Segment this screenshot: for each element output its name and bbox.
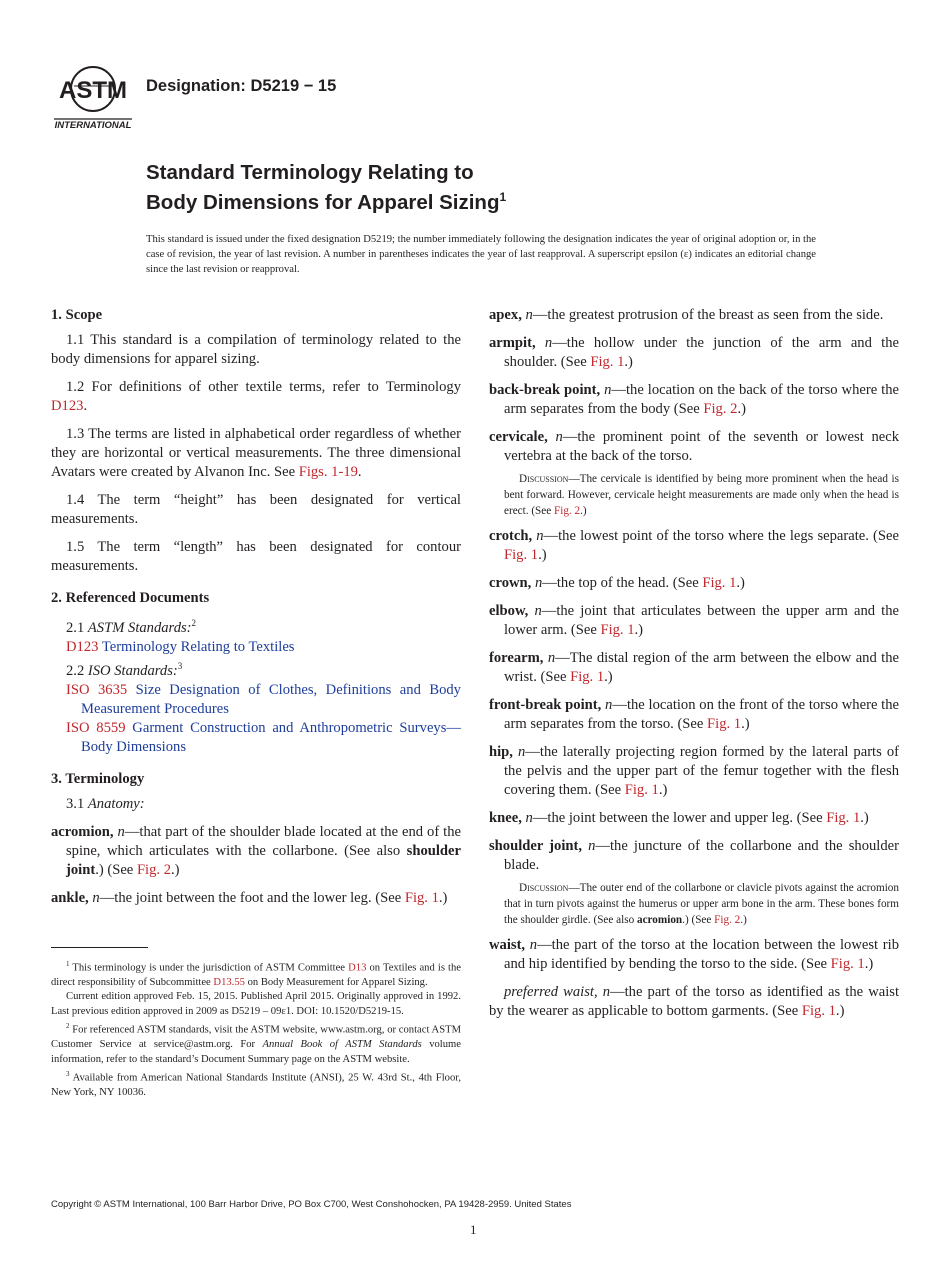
footnote-2: $^2$ For referenced ASTM standards, visit the ASTM website, www.astm.org, or contact ASTM Customer Service at service@astm.org. For Annual Book of ASTM Standards volume information, refer to the standard’s Document Summary page on the ASTM website. bbox=[51, 1022, 461, 1065]
document-title bbox=[146, 160, 506, 215]
astm-logo bbox=[52, 56, 134, 132]
d13-link[interactable]: D13 bbox=[348, 962, 367, 974]
scope-1-5: 1.5 The term “length” has been designated for contour measurements. bbox=[51, 539, 461, 574]
ref-iso3635-title[interactable]: Size Designation of Clothes, Definitions and Body Measurement Procedures bbox=[81, 681, 461, 717]
footnote-rule bbox=[51, 947, 148, 948]
knee-fig-link[interactable]: Fig. 1 bbox=[826, 810, 861, 826]
backbreak-fig-link[interactable]: Fig. 2 bbox=[703, 401, 738, 417]
copyright: Copyright © ASTM International, 100 Barr Harbor Drive, PO Box C700, West Conshohocken, PA 19428-2959. United States bbox=[51, 1199, 572, 1210]
ref-d123-code[interactable]: D123 bbox=[66, 638, 99, 655]
page-number: 1 bbox=[470, 1222, 477, 1237]
logo-subtext: INTERNATIONAL bbox=[54, 120, 132, 131]
title-line-1: Standard Terminology Relating to bbox=[146, 161, 474, 184]
term-preferred-waist: preferred waist, n—the part of the torso as identified as the waist by the wearer as applicable to bottom garments. (See Fig. 1.) bbox=[489, 984, 899, 1019]
scope-1-4: 1.4 The term “height” has been designated for vertical measurements. bbox=[51, 492, 461, 527]
waist-fig-link[interactable]: Fig. 1 bbox=[830, 956, 865, 972]
ref-d123 bbox=[66, 638, 461, 657]
refdocs-heading: 2. Referenced Documents bbox=[51, 590, 210, 606]
acromion-fig-link[interactable]: Fig. 2 bbox=[136, 861, 171, 878]
term-front-break-point: front-break point, n—the location on the front of the torso where the arm separates from the torso. (See Fig. 1.) bbox=[489, 697, 900, 732]
hip-fig-link[interactable]: Fig. 1 bbox=[624, 782, 659, 798]
elbow-fig-link[interactable]: Fig. 1 bbox=[600, 622, 635, 638]
term-acromion: acromion, n—that part of the shoulder blade located at the end of the spine, which articulates with the collarbone. (See also shoulder joint.) (See Fig. 2.) bbox=[51, 823, 461, 878]
term-crotch: crotch, n—the lowest point of the torso where the legs separate. (See Fig. 1.) bbox=[489, 528, 899, 563]
forearm-fig-link[interactable]: Fig. 1 bbox=[570, 669, 605, 685]
crotch-fig-link[interactable]: Fig. 1 bbox=[504, 547, 539, 563]
term-crown: crown, n—the top of the head. (See Fig. 1.) bbox=[489, 575, 745, 591]
shoulder-joint-discussion: Discussion—The outer end of the collarbone or clavicle pivots against the acromion that in turn pivots against the humerus or upper arm bone in the arm. These bones form the shoulder girdle. (See also acromion.) (See Fig. 2.) bbox=[504, 882, 899, 926]
scope-1-2: 1.2 For definitions of other textile terms, refer to Terminology D123. bbox=[51, 379, 461, 414]
preferred-waist-fig-link[interactable]: Fig. 1 bbox=[801, 1003, 836, 1019]
ankle-fig-link[interactable]: Fig. 1 bbox=[404, 889, 439, 906]
term-elbow: elbow, n—the joint that articulates between the upper arm and the lower arm. (See Fig. 1.) bbox=[489, 603, 899, 638]
logo-text: ASTM bbox=[59, 77, 127, 104]
designation: Designation: D5219 − 15 bbox=[146, 77, 337, 95]
astm-standards-label: 2.1 ASTM Standards:$^2$ bbox=[66, 618, 197, 636]
iso-standards-label: 2.2 ISO Standards:$^3$ bbox=[66, 660, 183, 679]
term-waist: waist, n—the part of the torso at the location between the lowest rib and hip identified by bending the torso to the side. (See Fig. 1.) bbox=[489, 937, 899, 972]
cervicale-discussion: Discussion—The cervicale is identified by being more prominent when the head is bent forward. However, cervicale height measurements are made only when the head is erect. (See Fig. 2.) bbox=[504, 473, 899, 517]
term-armpit: armpit, n—the hollow under the junction of the arm and the shoulder. (See Fig. 1.) bbox=[489, 335, 899, 370]
term-shoulder-joint: shoulder joint, n—the juncture of the collarbone and the shoulder blade. bbox=[489, 838, 899, 873]
armpit-fig-link[interactable]: Fig. 1 bbox=[590, 354, 625, 370]
right-column bbox=[489, 306, 899, 1030]
term-cervicale: cervicale, n—the prominent point of the seventh or lowest neck vertebra at the back of the torso. bbox=[489, 429, 899, 464]
issuance-notice: This standard is issued under the fixed designation D5219; the number immediately following the designation indicates the year of original adoption or, in the case of revision, the year of last revision. A number in parentheses indicates the year of last reapproval. A superscript epsilon (ε) indicates an editorial change since the last revision or reapproval. bbox=[146, 234, 816, 275]
left-column bbox=[51, 306, 461, 917]
term-hip: hip, n—the laterally projecting region formed by the lateral parts of the pelvis and the upper part of the femur together with the flesh covering them. (See Fig. 1.) bbox=[489, 744, 899, 798]
term-forearm: forearm, n—The distal region of the arm between the elbow and the wrist. (See Fig. 1.) bbox=[489, 650, 899, 685]
scope-1-3: 1.3 The terms are listed in alphabetical order regardless of whether they are horizontal or vertical measurements. The three dimensional Avatars were created by Alvanon Inc. See Figs. 1-19. bbox=[51, 426, 461, 480]
footnotes bbox=[51, 957, 461, 1100]
title-footnote-ref: 1 bbox=[499, 190, 507, 204]
footnote-1-edition: Current edition approved Feb. 15, 2015. Published April 2015. Originally approved in 1992. Last previous edition approved in 2009 as D5219 – 09ε1. DOI: 10.1520/D5219-15. bbox=[51, 991, 461, 1017]
figs-link[interactable]: Figs. 1-19 bbox=[298, 464, 358, 480]
shoulder-fig-link[interactable]: Fig. 2 bbox=[714, 914, 741, 926]
ref-iso3635 bbox=[66, 681, 461, 719]
footnote-3: $^3$ Available from American National Standards Institute (ANSI), 25 W. 43rd St., 4th Floor, New York, NY 10036. bbox=[51, 1069, 461, 1098]
term-apex: apex, n—the greatest protrusion of the breast as seen from the side. bbox=[489, 307, 884, 323]
frontbreak-fig-link[interactable]: Fig. 1 bbox=[707, 716, 742, 732]
ref-iso8559-code[interactable]: ISO 8559 bbox=[66, 719, 126, 736]
ref-iso3635-code[interactable]: ISO 3635 bbox=[66, 681, 128, 698]
cervicale-fig-link[interactable]: Fig. 2 bbox=[554, 505, 581, 517]
scope-1-1: 1.1 This standard is a compilation of terminology related to the body dimensions for apparel sizing. bbox=[51, 332, 461, 367]
term-ankle: ankle, n—the joint between the foot and the lower leg. (See Fig. 1.) bbox=[51, 889, 448, 906]
term-knee: knee, n—the joint between the lower and upper leg. (See Fig. 1.) bbox=[489, 810, 869, 826]
term-back-break-point: back-break point, n—the location on the back of the torso where the arm separates from the body (See Fig. 2.) bbox=[489, 382, 899, 417]
ref-iso8559-title[interactable]: Garment Construction and Anthropometric Surveys—Body Dimensions bbox=[81, 719, 461, 755]
terminology-heading: 3. Terminology bbox=[51, 770, 145, 787]
anatomy-label: 3.1 Anatomy: bbox=[66, 795, 145, 812]
title-line-2: Body Dimensions for Apparel Sizing$^1$ bbox=[146, 190, 507, 214]
ref-iso8559 bbox=[66, 719, 461, 757]
d1355-link[interactable]: D13.55 bbox=[213, 976, 245, 988]
footnote-1: $^1$ This terminology is under the jurisdiction of ASTM Committee D13 on Textiles and is the direct responsibility of Subcommittee D13.55 on Body Measurement for Apparel Sizing. bbox=[51, 960, 461, 988]
crown-fig-link[interactable]: Fig. 1 bbox=[702, 575, 737, 591]
ref-d123-title[interactable]: Terminology Relating to Textiles bbox=[101, 638, 295, 655]
d123-link[interactable]: D123 bbox=[51, 398, 84, 414]
scope-heading: 1. Scope bbox=[51, 307, 103, 323]
